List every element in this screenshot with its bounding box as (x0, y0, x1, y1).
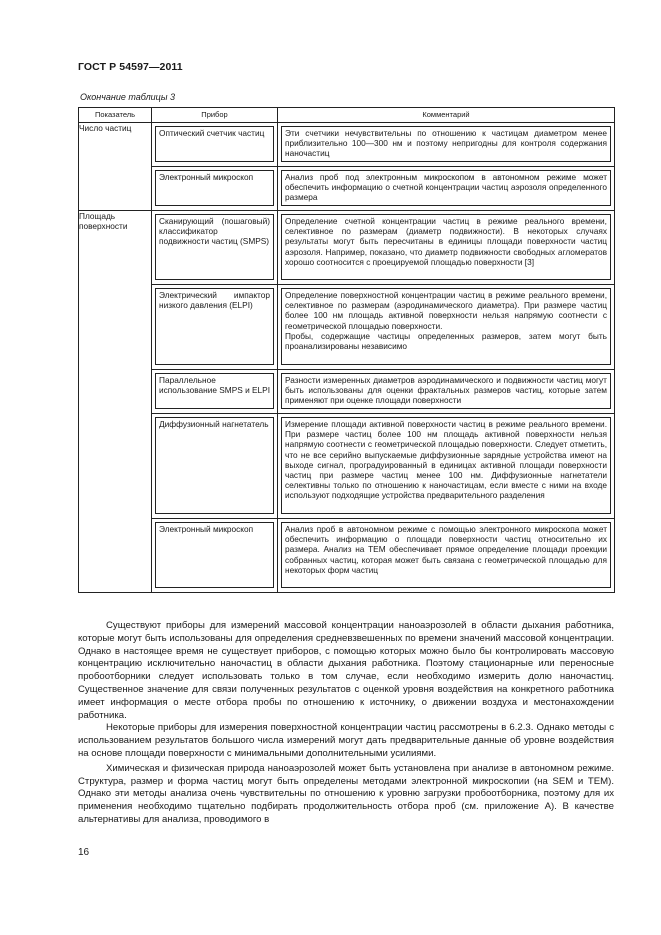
comment-text: Анализ проб в автономном режиме с помощью электронного микроскопа может обеспечить информацию о площади поверхности частиц относительно их размера. Анализ на ТЕМ обеспечивает прямое определение площади проекции собранных частиц, которая может быть связана с геометрической площадью для некоторых форм частиц (281, 522, 611, 588)
device-text: Электронный микроскоп (155, 522, 274, 588)
device-cell (152, 123, 278, 167)
comment-box (281, 288, 611, 365)
table-row (79, 211, 615, 285)
indicator-text: Площадь поверхности (79, 211, 128, 232)
column-header-device: Прибор (152, 108, 278, 123)
indicator-cell (79, 123, 152, 211)
comment-cell (278, 370, 615, 414)
device-text: Диффузионный нагнетатель (155, 417, 274, 514)
device-text: Электронный микроскоп (155, 170, 274, 206)
particle-measurement-table (78, 107, 615, 593)
table-row (79, 414, 615, 519)
column-header-comment: Комментарий (278, 108, 615, 123)
device-cell (152, 211, 278, 285)
comment-cell (278, 167, 615, 211)
page-number: 16 (78, 847, 90, 858)
table-row (79, 370, 615, 414)
table-row (79, 167, 615, 211)
comment-cell (278, 123, 615, 167)
paragraph-2: Некоторые приборы для измерения поверхностной концентрации частиц рассмотрены в 6.2.3. Однако методы с использованием результатов большого числа измерений могут дать предварительные данные об уровне воздействия на основе площади поверхности с минимальными дополнительными усилиями. (78, 722, 614, 759)
table-header-row (79, 108, 615, 123)
comment-cell (278, 414, 615, 519)
comment-text: Определение счетной концентрации частиц в режиме реального времени, селективное по размерам (диаметр подвижности). В некоторых случаях результаты могут быть пересчитаны в единицы площади поверхности частиц аэрозоля. Например, показано, что диаметр подвижности свободных агломератов хорошо соотносится с проецируемой площадью поверхности [3] (281, 214, 611, 280)
table-caption: Окончание таблицы 3 (80, 92, 175, 102)
device-cell (152, 414, 278, 519)
device-text: Электрический импактор низкого давления (ELPI) (155, 288, 274, 365)
comment-text: Анализ проб под электронным микроскопом в автономном режиме может обеспечить информацию о счетной концентрации частиц аэрозоля определенного размера (281, 170, 611, 206)
paragraph-3: Химическая и физическая природа наноаэрозолей может быть установлена при анализе в автономном режиме. Структура, размер и форма частиц могут быть определены методами электронной микроскопии (на SEM и ТЕМ). Однако эти методы анализа очень чувствительны по отношению к уровню загрузки пробоотборника, поэтому для их применения необходимо тщательно подбирать продолжительность отбора проб (см. приложение А). В качестве альтернативы для анализа, проводимого в (78, 762, 614, 825)
device-cell (152, 519, 278, 593)
device-cell (152, 167, 278, 211)
comment-text: Определение поверхностной концентрации частиц в режиме реального времени, селективное по размерам (аэродинамического диаметра). При размере частиц более 100 нм площадь активной поверхности нельзя напрямую соотнести с геометрической площадью поверхности. (285, 290, 607, 331)
device-cell (152, 285, 278, 370)
comment-cell (278, 519, 615, 593)
paragraph-1: Существуют приборы для измерений массовой концентрации наноаэрозолей в области дыхания работника, которые могут быть использованы для определения средневзвешенных по времени значений массовой концентрации. Однако в настоящее время не существует приборов, с помощью которых можно было бы контролировать массовую концентрацию исключительно наночастиц в области дыхания работника. Поэтому стационарные или переносные пробоотборники следует использовать только в том случае, если необходимо измерить долю наночастиц. Существенное значение для связи полученных результатов с оценкой уровня воздействия на конкретного работника имеет информация о месте отбора пробы по отношению к источнику, о движении воздуха и местонахождении работника. (78, 620, 614, 721)
table-row (79, 519, 615, 593)
comment-text: Разности измеренных диаметров аэродинамического и подвижности частиц могут быть использованы для оценки фрактальных размеров частиц, которые затем применяют при оценке площади поверхности (281, 373, 611, 409)
device-cell (152, 370, 278, 414)
comment-text: Эти счетчики нечувствительны по отношению к частицам диаметром менее приблизительно 100—300 нм и поэтому непригодны для контроля содержания наночастиц (281, 126, 611, 162)
device-text: Сканирующий (пошаговый) классификатор подвижности частиц (SMPS) (155, 214, 274, 280)
table-row (79, 123, 615, 167)
comment-cell (278, 211, 615, 285)
comment-cell (278, 285, 615, 370)
column-header-indicator: Показатель (79, 108, 152, 123)
device-text: Оптический счетчик частиц (155, 126, 274, 162)
body-text (78, 620, 614, 827)
device-text: Параллельное использование SMPS и ELPI (155, 373, 274, 409)
comment-text-extra: Пробы, содержащие частицы определенных размеров, затем могут быть проанализированы независимо (285, 330, 607, 352)
table-row (79, 285, 615, 370)
document-header: ГОСТ Р 54597—2011 (78, 61, 183, 73)
indicator-text: Число частиц (79, 123, 132, 133)
comment-text: Измерение площади активной поверхности частиц в режиме реального времени. При размере частиц более 100 нм площадь активной поверхности нельзя напрямую соотнести с геометрической площадью поверхности. Следует отметить, что не все серийно выпускаемые диффузионные зарядные устройства имеют на выходе сигнал, проградуированный в единицах активной площади поверхности частиц при размере частиц менее 100 нм. Диффузионные нагнетатели селективны только по отношению к наночастицам, если вместе с ними на входе используют подходящие устройства предварительного разделения (281, 417, 611, 514)
indicator-cell (79, 211, 152, 593)
